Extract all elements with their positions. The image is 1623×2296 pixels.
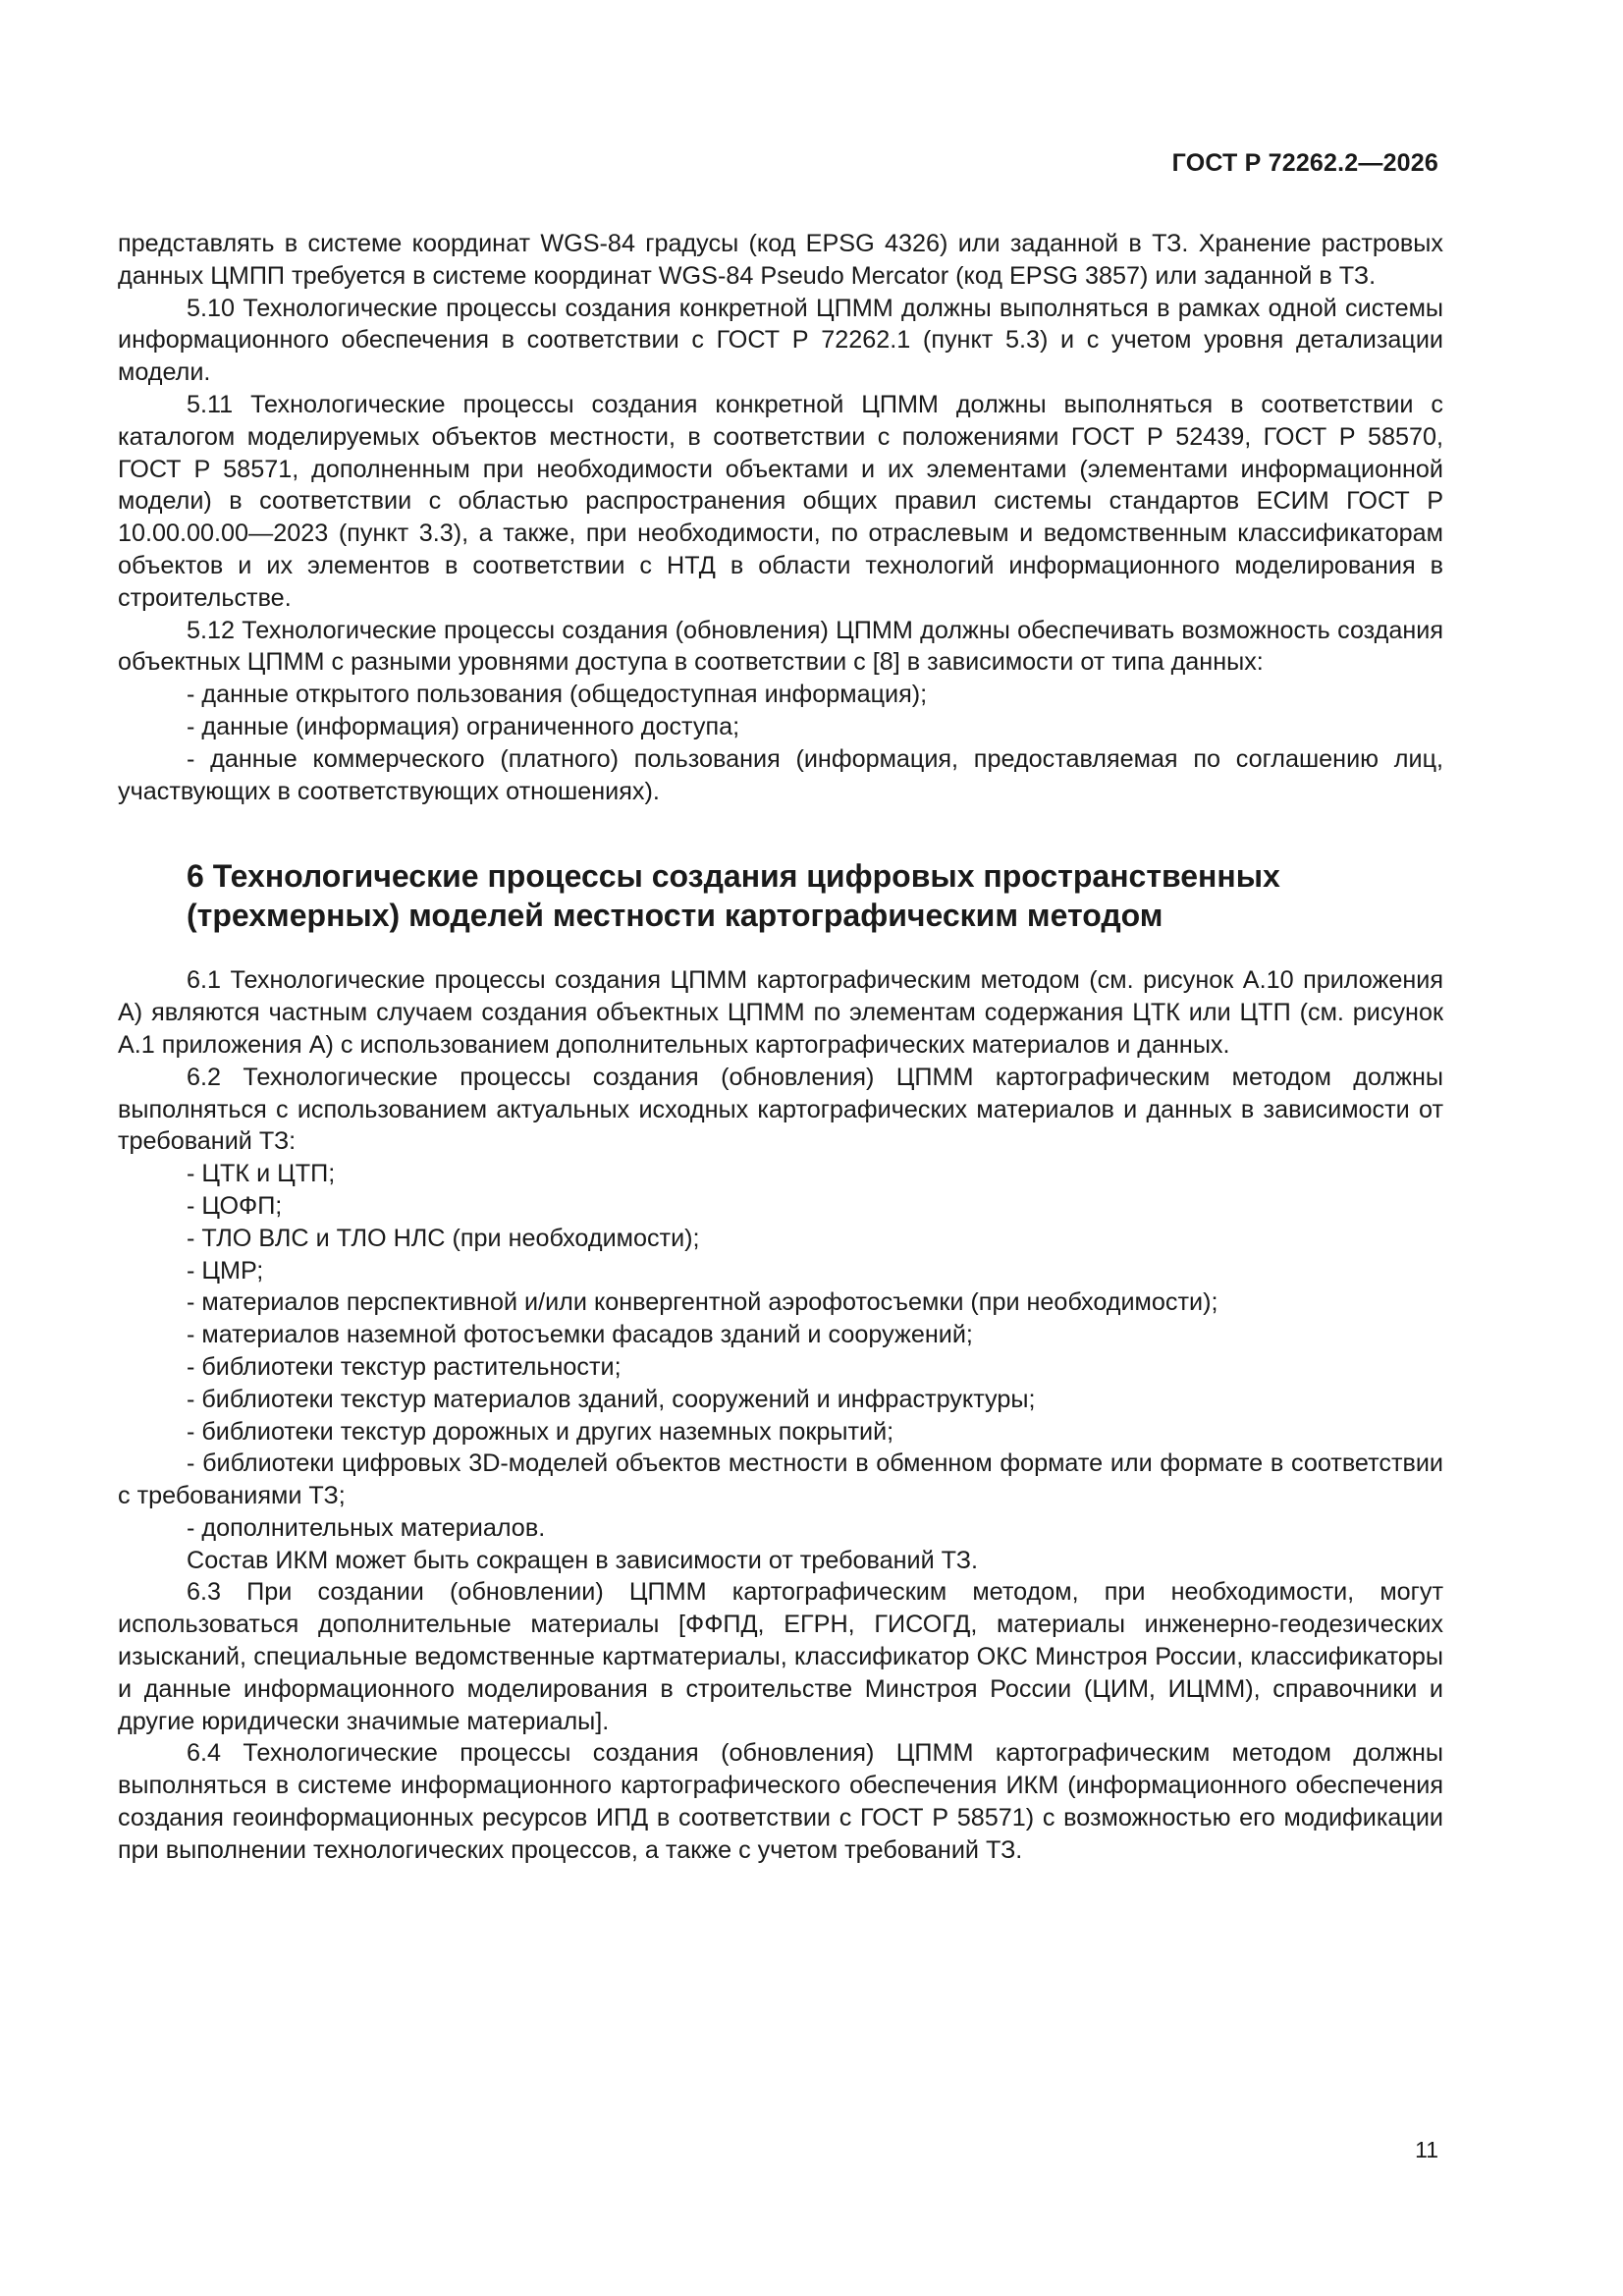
paragraph-5-12: 5.12 Технологические процессы создания (обновления) ЦПММ должны обеспечивать возможность создания объектных ЦПММ с разными уровнями доступа в соответствии с [8] в зависимости от типа данных: (118, 616, 1443, 677)
list-item: - данные коммерческого (платного) пользования (информация, предоставляемая по соглашению лиц, участвующих в соответствующих отношениях). (118, 744, 1443, 805)
paragraph-5-10: 5.10 Технологические процессы создания конкретной ЦПММ должны выполняться в рамках одной системы информационного обеспечения в соответствии с ГОСТ Р 72262.1 (пункт 5.3) и с учетом уровня детализации модели. (118, 294, 1443, 387)
paragraph-6-2-tail: Состав ИКМ может быть сокращен в зависимости от требований ТЗ. (187, 1546, 978, 1574)
list-item: - материалов наземной фотосъемки фасадов зданий и сооружений; (187, 1321, 973, 1349)
list-item: - ТЛО ВЛС и ТЛО НЛС (при необходимости); (187, 1224, 700, 1252)
paragraph-6-4: 6.4 Технологические процессы создания (обновления) ЦПММ картографическим методом должны выполняться в системе информационного картографического обеспечения ИКМ (информационного обеспечения создания геоинформационных ресурсов ИПД в соответствии с ГОСТ Р 58571) с возможностью его модификации при выполнении технологических процессов, а также с учетом требований ТЗ. (118, 1739, 1443, 1864)
paragraph-6-2: 6.2 Технологические процессы создания (обновления) ЦПММ картографическим методом должны выполняться с использованием актуальных исходных картографических материалов и данных в зависимости от требований ТЗ: (118, 1063, 1443, 1156)
list-item: - библиотеки текстур материалов зданий, сооружений и инфраструктуры; (187, 1385, 1036, 1413)
list-item: - данные открытого пользования (общедоступная информация); (187, 681, 928, 709)
paragraph-6-1: 6.1 Технологические процессы создания ЦПММ картографическим методом (см. рисунок А.10 приложения А) являются частным случаем создания объектных ЦПММ по элементам содержания ЦТК или ЦТП (см. рисунок А.1 приложения А) с использованием дополнительных картографических материалов и данных. (118, 966, 1443, 1059)
list-item: - материалов перспективной и/или конвергентной аэрофотосъемки (при необходимости); (187, 1288, 1218, 1317)
list-item: - ЦТК и ЦТП; (187, 1160, 336, 1188)
page-number: 11 (1415, 2137, 1438, 2162)
list-item: - ЦОФП; (187, 1191, 283, 1220)
list-item: - библиотеки текстур дорожных и других наземных покрытий; (187, 1417, 894, 1446)
paragraph-6-3: 6.3 При создании (обновлении) ЦПММ картографическим методом, при необходимости, могут использоваться дополнительные материалы [ФФПД, ЕГРН, ГИСОГД, материалы инженерно-геодезических изысканий, специальные ведомственные картматериалы, классификатор ОКС Минстроя России, классификаторы и данные информационного моделирования в строительстве Минстроя России (ЦИМ, ИЦММ), справочники и другие юридически значимые материалы]. (118, 1578, 1443, 1735)
list-item: - ЦМР; (187, 1256, 264, 1285)
list-item: - дополнительных материалов. (187, 1513, 546, 1542)
section-6-heading: 6 Технологические процессы создания цифровых пространственных (трехмерных) моделей местности картографическим методом (187, 858, 1280, 934)
document-body (118, 228, 1443, 1867)
list-item: - библиотеки цифровых 3D-моделей объектов местности в обменном формате или формате в соответствии с требованиями ТЗ; (118, 1449, 1443, 1510)
document-code-header: ГОСТ Р 72262.2—2026 (1171, 149, 1438, 177)
list-item: - библиотеки текстур растительности; (187, 1352, 622, 1381)
list-item: - данные (информация) ограниченного доступа; (187, 712, 740, 740)
paragraph-5-11: 5.11 Технологические процессы создания конкретной ЦПММ должны выполняться в соответствии с каталогом моделируемых объектов местности, в соответствии с положениями ГОСТ Р 52439, ГОСТ Р 58570, ГОСТ Р 58571, дополненным при необходимости объектами и их элементами (элементами информационной модели) в соответствии с областью распространения общих правил системы стандартов ЕСИМ ГОСТ Р 10.00.00.00—2023 (пункт 3.3), а также, при необходимости, по отраслевым и ведомственным классификаторам объектов и их элементов в соответствии с НТД в области технологий информационного моделирования в строительстве. (118, 390, 1443, 612)
paragraph-continuation: представлять в системе координат WGS-84 градусы (код EPSG 4326) или заданной в ТЗ. Хранение растровых данных ЦМПП требуется в системе координат WGS-84 Pseudo Mercator (код EPSG 3857) или заданной в ТЗ. (118, 230, 1443, 290)
